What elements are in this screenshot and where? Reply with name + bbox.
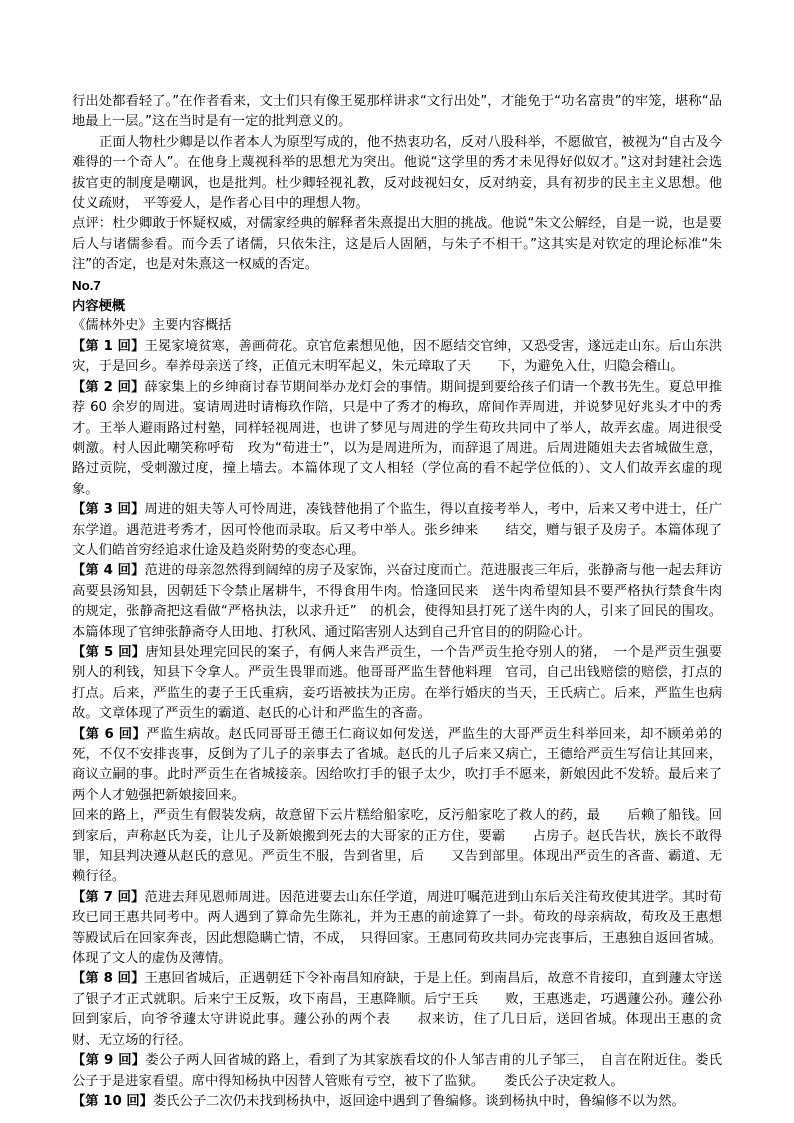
- chapter-7-summary: [72, 888, 722, 970]
- chapter-label: 【第 3 回】: [72, 502, 145, 518]
- chapter-8-summary: [72, 969, 722, 1051]
- chapter-label: 【第 5 回】: [72, 644, 146, 660]
- paragraph-intro-end: 行出处都看轻了。”在作者看来，文士们只有像王冕那样讲求“文行出处”，才能免于“功名富贵”的牢笼，堪称“品地最上一层。”这在当时是有一定的批判意义的。: [72, 94, 722, 130]
- chapter-text: 唐知县处理完回民的案子，有俩人来告严贡生，一个告严贡生抢夺别人的猪， 一个是严贡生强要别人的利钱，知县下令拿人。严贡生畏罪而逃。他哥哥严监生替他料理 官司，自己出钱赔偿的赔偿，打点的打点。后来，严监生的妻子王氏重病，妾巧语被扶为正房。在举行婚庆的当天，王氏病亡。后来，严监生也病故。文章体现了严贡生的霸道、赵氏的心计和严监生的吝啬。: [72, 644, 722, 722]
- chapter-6-continued: 回来的路上，严贡生有假装发病，故意留下云片糕给船家吃，反污船家吃了救人的药，最 后赖了船钱。回到家后，声称赵氏为妾，让儿子及新娘搬到死去的大哥家的正方住，要霸 占房子。赵氏告状，族长不敢得罪，知县判决遵从赵氏的意见。严贡生不服，告到省里，后 又告到部里。体现出严贡生的吝啬、霸道、无赖行径。: [72, 808, 722, 885]
- chapter-text: 范进的母亲忽然得到阔绰的房子及家饰，兴奋过度而亡。范进服丧三年后，张静斋与他一起去拜访高要县汤知县，因朝廷下令禁止屠耕牛，不得食用牛肉。恰逢回民来 送牛肉希望知县不要严格执行禁食牛肉的规定，张静斋把这看做“严格执法，以求升迁” 的机会，使得知县打死了送牛肉的人，引来了回民的围攻。本篇体现了官绅张静斋夺人田地、打秋风、通过陷害别人达到自己升官目的的阴险心计。: [72, 563, 722, 640]
- paragraph-du-shaoqing: 正面人物杜少卿是以作者本人为原型写成的，他不热衷功名，反对八股科举，不愿做官，被视为“自古及今难得的一个奇人”。在他身上蔑视科举的思想尤为突出。他说“这学里的秀才未见得好似奴才。”这对封建社会选拔官吏的制度是嘲讽，也是批判。杜少卿轻视礼教，反对歧视妇女，反对纳妾，具有初步的民主主义思想。他仗义疏财， 平等爱人，是作者心目中的理想人物。: [72, 134, 722, 212]
- chapter-1-summary: [72, 337, 722, 378]
- chapter-text: 王冕家境贫寒，善画荷花。京官危素想见他，因不愿结交官绅，又恐受害，遂远走山东。后山东洪灾，于是回乡。奉养母亲送了终，正值元末明军起义，朱元璋取了天 下，为避免入仕，归隐会稽山。: [72, 338, 722, 375]
- chapter-label: 【第 8 回】: [72, 971, 145, 987]
- chapter-text: 严监生病故。赵氏同哥哥王德王仁商议如何发送，严监生的大哥严贡生科举回来，却不顾弟弟的死，不仅不安排丧事，反倒为了儿子的亲事去了省城。赵氏的儿子后来又病亡，王德给严贡生写信让其回来，商议立嗣的事。此时严贡生在省城接亲。因给吹打手的银子太少，吹打手不愿来，新娘因此不发轿。最后来了两个人才勉强把新娘接回来。: [72, 726, 722, 803]
- chapter-text: 娄氏公子二次仍未找到杨执中，返回途中遇到了鲁编修。谈到杨执中时，鲁编修不以为然。: [152, 1093, 685, 1109]
- chapter-label: 【第 4 回】: [72, 563, 145, 579]
- chapter-text: 娄公子两人回省城的路上，看到了为其家族看坟的仆人邹吉甫的儿子邹三， 自言在附近住。娄氏公子于是进家看望。席中得知杨执中因替人管账有亏空，被下了监狱。 娄氏公子决定救人。: [72, 1053, 722, 1089]
- chapter-6-summary: [72, 725, 722, 807]
- chapter-label: 【第 9 回】: [72, 1053, 146, 1069]
- chapter-4-summary: [72, 561, 722, 643]
- chapter-label: 【第 2 回】: [72, 379, 145, 395]
- chapter-text: 薛家集上的乡绅商讨春节期间举办龙灯会的事情。期间提到要给孩子们请一个教书先生。夏总甲推荐 60 余岁的周进。宴请周进时请梅玖作陪，只是中了秀才的梅玖，席间作弄周进，并说梦见好兆头才中的秀才。王举人避雨路过村塾，同样轻视周进，也讲了梦见与周进的学生荀玫共同中了举人，故弄玄虚。周进很受刺激。村人因此嘲笑称呼荀 玫为“荀进士”，以为是周进所为，而辞退了周进。后周进随姐夫去省城做生意，路过贡院，受刺激过度，撞上墙去。本篇体现了文人相轻（学位高的看不起学位低的）、文人们故弄玄虚的现象。: [72, 379, 722, 497]
- chapter-10-summary: [72, 1092, 722, 1112]
- chapter-text: 周进的姐夫等人可怜周进，凑钱替他捐了个监生，得以直接考举人，考中，后来又考中进士，任广东学道。遇范进考秀才，因可怜他而录取。后又考中举人。张乡绅来 结交，赠与银子及房子。本篇体现了文人们皓首穷经追求仕途及趋炎附势的变态心理。: [72, 502, 722, 558]
- chapter-label: 【第 6 回】: [72, 726, 147, 742]
- chapter-3-summary: [72, 500, 722, 561]
- document-page: [72, 92, 722, 1112]
- section-number: No.7: [72, 277, 101, 293]
- chapter-2-summary: [72, 378, 722, 500]
- chapter-5-summary: [72, 643, 722, 725]
- chapter-label: 【第 10 回】: [72, 1093, 153, 1109]
- section-title: 内容梗概: [72, 298, 126, 314]
- chapter-text: 王惠回省城后，正遇朝廷下令补南昌知府缺，于是上任。到南昌后，故意不肯接印，直到蘧太守送了银子才正式就职。后来宁王反叛，攻下南昌，王惠降顺。后宁王兵 败，王惠逃走，巧遇蘧公孙。蘧公孙回到家后，向爷爷蘧太守讲说此事。蘧公孙的两个表 叔来访，住了几日后，送回省城。体现出王惠的贪财、无立场的行径。: [72, 971, 722, 1048]
- chapter-text: 范进去拜见恩师周进。因范进要去山东任学道，周进叮嘱范进到山东后关注荀玫使其进学。其时荀玫已同王惠共同考中。两人遇到了算命先生陈礼，并为王惠的前途算了一卦。荀玫的母亲病故，荀玫及王惠想等殿试后在回家奔丧，因此想隐瞒亡情，不成， 只得回家。王惠同荀玫共同办完丧事后，王惠独自返回省城。体现了文人的虚伪及薄情。: [72, 889, 722, 967]
- chapter-9-summary: [72, 1051, 722, 1092]
- section-subtitle: 《儒林外史》主要内容概括: [72, 318, 232, 334]
- chapter-label: 【第 7 回】: [72, 889, 145, 905]
- chapter-label: 【第 1 回】: [72, 338, 145, 354]
- paragraph-comment: 点评：杜少卿敢于怀疑权威，对儒家经典的解释者朱熹提出大胆的挑战。他说“朱文公解经，自是一说，也是要后人与诸儒参看。而今丢了诸儒，只依朱注，这是后人固陋，与朱子不相干。”这其实是对钦定的理论标准“朱注”的否定，也是对朱熹这一权威的否定。: [72, 216, 722, 273]
